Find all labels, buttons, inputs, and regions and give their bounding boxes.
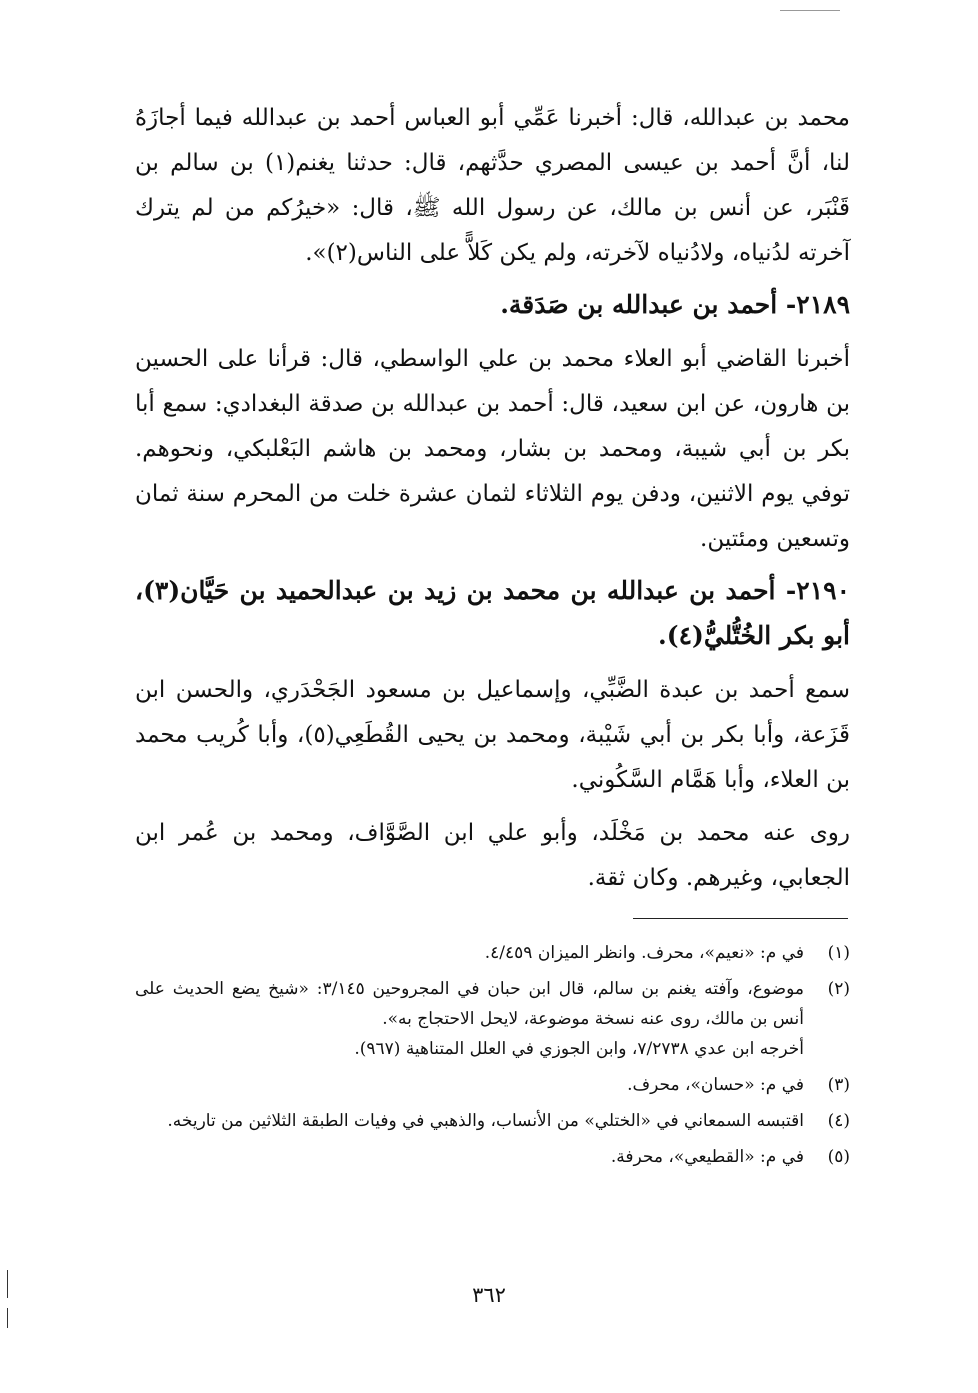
footnote-4	[135, 1106, 850, 1136]
page-number: ٣٦٢	[472, 1283, 506, 1307]
entry-2190-heading: ٢١٩٠- أحمد بن عبدالله بن محمد بن زيد بن عبدالحميد بن حَيَّان(٣)، أبو بكر الخُتُّليُّ(٤).	[135, 576, 850, 650]
entry-2189-body: أخبرنا القاضي أبو العلاء محمد بن علي الواسطي، قال: قرأنا على الحسين بن هارون، عن ابن سعيد، قال: أحمد بن عبدالله بن صدقة البغدادي: سمع أبا بكر بن أبي شيبة، ومحمد بن بشار، ومحمد بن هاشم البَعْلبكي، ونحوهم. توفي يوم الاثنين، ودفن يوم الثلاثاء لثمان عشرة خلت من المحرم سنة ثمان وتسعين ومئتين.	[135, 346, 850, 552]
footnote-text: في م: «نعيم»، محرف. وانظر الميزان ٤/٤٥٩.	[484, 943, 804, 963]
footnote-text: في م: «القطيعي»، محرفة.	[610, 1147, 804, 1167]
footnote-separator	[633, 918, 848, 919]
footnote-text: في م: «حسان»، محرف.	[627, 1075, 804, 1095]
entry-2190-body-1: سمع أحمد بن عبدة الضَّبِّي، وإسماعيل بن مسعود الجَحْدَري، والحسن ابن قَزَعة، وأبا بكر بن أبي شَيْبة، ومحمد بن يحيى القُطَعِي(٥)، وأبا كُريب محمد بن العلاء، وأبا هَمَّام السَّكُوني.	[135, 677, 850, 793]
footnote-number: (١)	[827, 943, 850, 963]
footnote-text: أخرجه ابن عدي ٧/٢٧٣٨، وابن الجوزي في العلل المتناهية (٩٦٧).	[354, 1039, 804, 1059]
footnotes	[135, 938, 850, 1178]
footnote-number: (٣)	[827, 1075, 850, 1095]
scan-edge-mark	[7, 1270, 8, 1298]
main-text	[135, 96, 850, 901]
intro-line-2: لنا، أنَّ أحمد بن عيسى المصري حدَّثهم، قال: حدثنا يغنم(١) بن سالم بن	[135, 150, 850, 176]
footnote-5	[135, 1142, 850, 1172]
top-scan-line	[780, 10, 840, 11]
intro-line-4: لدُنياه، ولادُنياه لآخرته، ولم يكن كَلاًّ على الناس(٢)».	[305, 240, 791, 266]
intro-line-1: محمد بن عبدالله، قال: أخبرنا عَمِّي أبو العباس أحمد بن عبدالله فيما أجازَهُ	[135, 105, 850, 131]
footnote-2	[135, 974, 850, 1064]
footnote-text: اقتبسه السمعاني في «الختلي» من الأنساب، والذهبي في وفيات الطبقة الثلاثين من تاريخه.	[167, 1111, 804, 1131]
footnote-3	[135, 1070, 850, 1100]
entry-2189-heading: ٢١٨٩- أحمد بن عبدالله بن صَدَقة.	[500, 290, 850, 319]
footnote-number: (٢)	[827, 979, 850, 999]
footnote-1	[135, 938, 850, 968]
footnote-text: موضوع، وآفته يغنم بن سالم، قال ابن حبان في المجروحين ٣/١٤٥: «شيخ يضع الحديث على أنس بن مالك، روى عنه نسخة موضوعة، لايحل الاحتجاج به».	[135, 979, 804, 1029]
intro-paragraph	[135, 96, 850, 276]
footnote-number: (٤)	[827, 1111, 850, 1131]
footnote-number: (٥)	[827, 1147, 850, 1167]
entry-2190-body-2: روى عنه محمد بن مَخْلَد، وأبو علي ابن الصَّوَّاف، ومحمد بن عُمر ابن الجعابي، وغيرهم. وكان ثقة.	[135, 820, 850, 891]
scan-edge-mark	[7, 1308, 8, 1328]
intro-line-3: قَنْبَر، عن أنس بن مالك، عن رسول الله ﷺ، قال: «خيرُكم من لم يترك آخرته	[135, 195, 850, 266]
